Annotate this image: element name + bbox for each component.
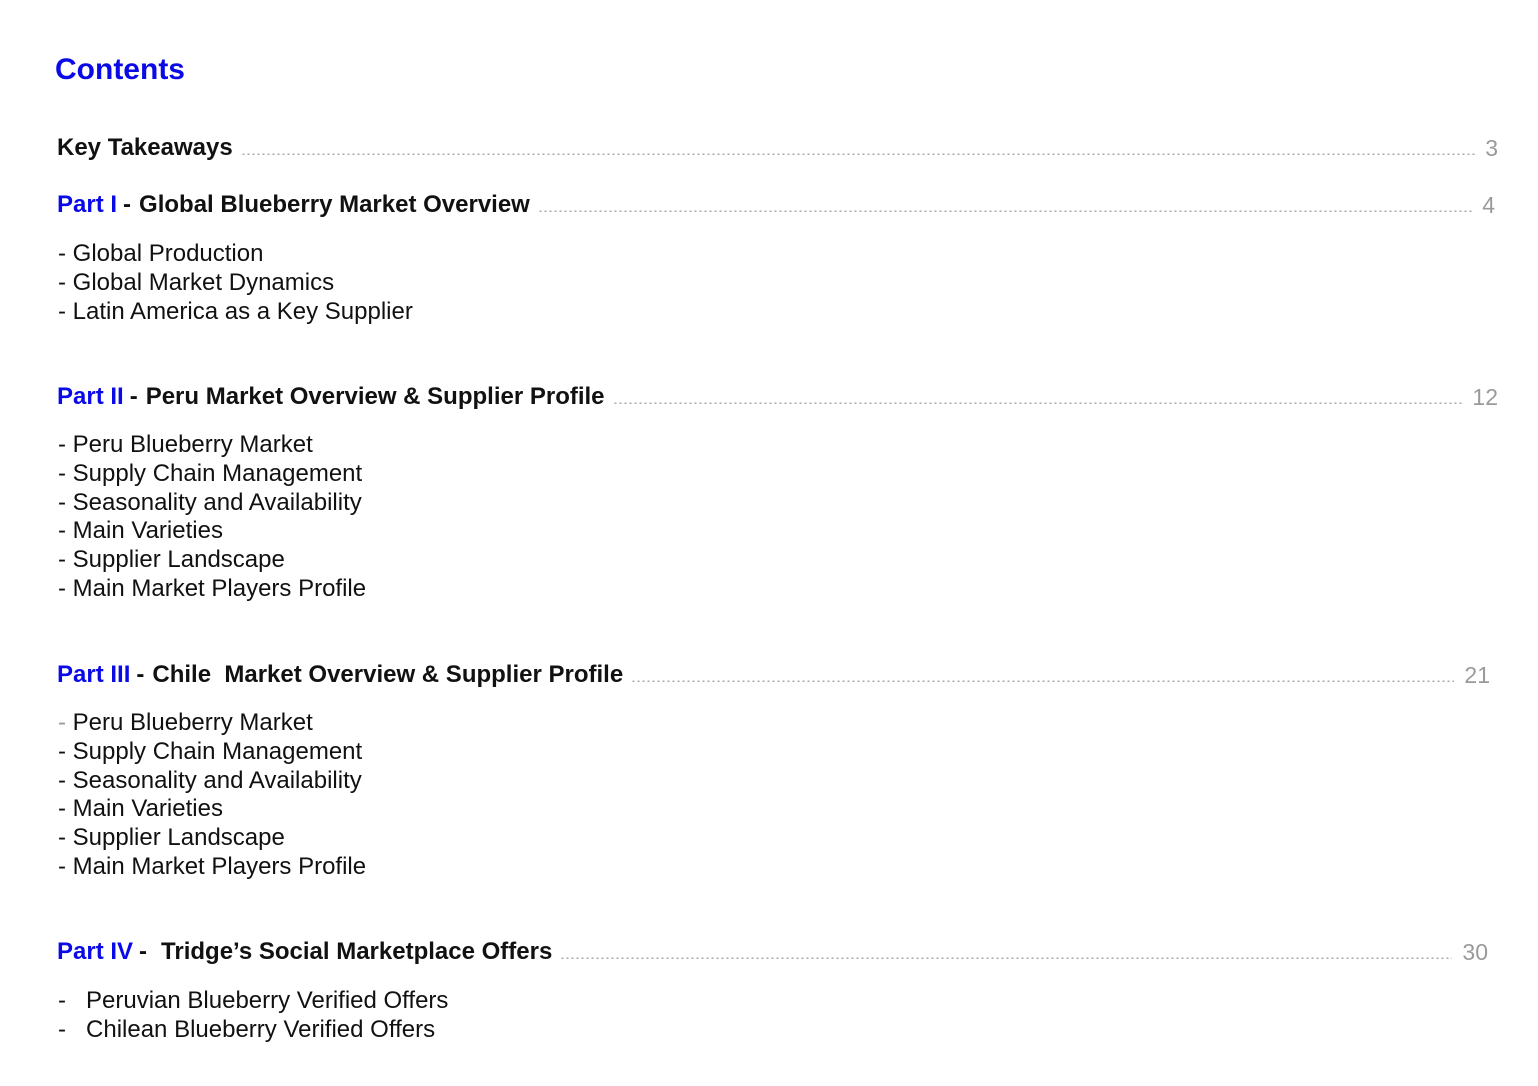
part-3-subitems: [58, 709, 366, 882]
part-separator: -: [136, 661, 145, 688]
toc-subitem[interactable]: - Peruvian Blueberry Verified Offers: [58, 987, 449, 1014]
part-label: Part IV: [57, 938, 134, 965]
toc-subitem[interactable]: - Peru Blueberry Market: [58, 431, 313, 458]
toc-entry-part-1[interactable]: [57, 188, 1495, 222]
dot-leader: [560, 957, 1452, 959]
toc-heading: Global Blueberry Market Overview: [139, 191, 530, 218]
toc-subitem[interactable]: - Main Varieties: [58, 795, 223, 823]
toc-subitem[interactable]: - Supplier Landscape: [58, 546, 285, 574]
contents-title: Contents: [55, 53, 185, 86]
toc-subitem[interactable]: - Peru Blueberry Market: [58, 709, 313, 736]
toc-subitem[interactable]: - Seasonality and Availability: [58, 766, 362, 794]
toc-page-number: 4: [1482, 192, 1495, 218]
dot-leader: [613, 402, 1463, 404]
toc-page-number: 21: [1464, 662, 1490, 688]
part-4-subitems: [58, 987, 448, 1045]
toc-subitem[interactable]: - Main Varieties: [58, 517, 223, 545]
toc-subitem[interactable]: - Supplier Landscape: [58, 824, 285, 852]
dot-leader: [241, 153, 1476, 155]
toc-page-number: 3: [1485, 135, 1498, 161]
toc-subitem[interactable]: - Supply Chain Management: [58, 737, 363, 765]
dot-leader: [538, 210, 1472, 212]
toc-subitem[interactable]: - Main Market Players Profile: [58, 852, 367, 880]
part-label: Part III: [57, 661, 131, 688]
toc-subitem[interactable]: - Global Production: [58, 240, 264, 267]
toc-subitem[interactable]: - Supply Chain Management: [58, 459, 363, 487]
dot-leader: [631, 680, 1454, 682]
part-label: Part II: [57, 383, 124, 410]
toc-page-number: 12: [1472, 384, 1498, 410]
part-label: Part I: [57, 191, 118, 218]
toc-entry-part-4[interactable]: [57, 935, 1488, 969]
part-separator: -: [129, 383, 138, 410]
part-separator: -: [139, 938, 148, 965]
toc-subitem[interactable]: - Chilean Blueberry Verified Offers: [58, 1015, 436, 1043]
toc-page-number: 30: [1462, 939, 1488, 965]
toc-subitem[interactable]: - Main Market Players Profile: [58, 574, 367, 602]
toc-heading: Peru Market Overview & Supplier Profile: [145, 383, 605, 410]
toc-subitem[interactable]: - Latin America as a Key Supplier: [58, 297, 413, 325]
toc-heading: Tridge’s Social Marketplace Offers: [161, 938, 553, 965]
part-2-subitems: [58, 431, 366, 604]
toc-heading: Chile Market Overview & Supplier Profile: [152, 661, 624, 688]
part-1-subitems: [58, 240, 413, 326]
toc-entry-part-3[interactable]: [57, 658, 1490, 692]
toc-subitem[interactable]: - Seasonality and Availability: [58, 488, 362, 516]
toc-entry-part-2[interactable]: [57, 380, 1498, 414]
toc-entry-key-takeaways[interactable]: [57, 131, 1498, 165]
toc-heading: Key Takeaways: [57, 134, 233, 161]
part-separator: -: [123, 191, 132, 218]
toc-subitem[interactable]: - Global Market Dynamics: [58, 268, 335, 296]
